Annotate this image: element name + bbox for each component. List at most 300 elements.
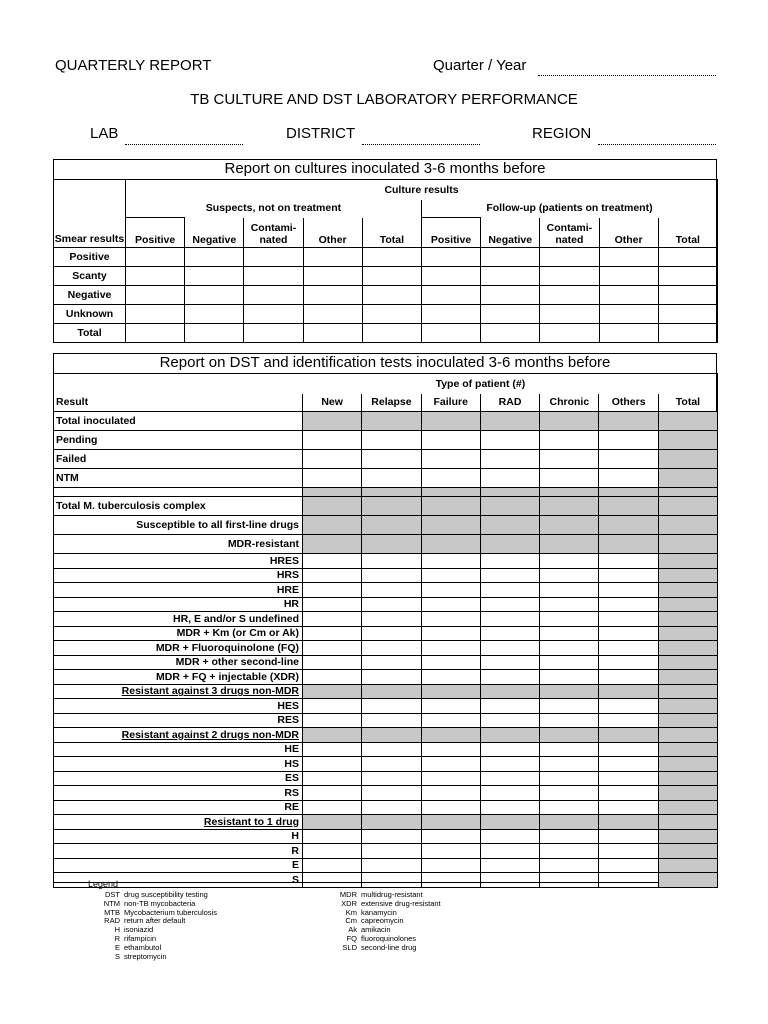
dst-cell[interactable] xyxy=(303,742,362,757)
culture-cell[interactable] xyxy=(599,286,658,305)
culture-row-label: Scanty xyxy=(54,267,126,286)
dst-cell[interactable] xyxy=(599,800,658,815)
dst-cell xyxy=(599,488,658,497)
dst-cell[interactable] xyxy=(540,450,599,469)
legend-value: extensive drug-resistant xyxy=(361,898,441,908)
culture-cell[interactable] xyxy=(303,324,362,343)
dst-cell[interactable] xyxy=(421,554,480,569)
dst-cell[interactable] xyxy=(480,641,539,656)
dst-cell xyxy=(658,786,717,801)
dst-cell[interactable] xyxy=(421,612,480,627)
dst-cell[interactable] xyxy=(362,568,421,583)
dst-cell xyxy=(540,684,599,699)
dst-cell[interactable] xyxy=(480,699,539,714)
legend-value: rifampicin xyxy=(124,933,157,943)
culture-cell[interactable] xyxy=(244,286,303,305)
legend-key: FQ xyxy=(346,933,357,943)
culture-cell[interactable] xyxy=(185,267,244,286)
dst-cell xyxy=(303,815,362,830)
legend-key: SLD xyxy=(342,942,357,952)
dst-cell[interactable] xyxy=(599,626,658,641)
culture-cell[interactable] xyxy=(658,267,717,286)
dst-cell[interactable] xyxy=(540,597,599,612)
legend-entry xyxy=(88,953,217,962)
dst-cell[interactable] xyxy=(599,568,658,583)
culture-cell[interactable] xyxy=(303,248,362,267)
dst-cell[interactable] xyxy=(421,655,480,670)
culture-cell[interactable] xyxy=(244,324,303,343)
dst-cell xyxy=(421,815,480,830)
legend-key: RAD xyxy=(104,916,120,926)
dst-cell xyxy=(362,535,421,554)
dst-cell[interactable] xyxy=(421,431,480,450)
dst-cell xyxy=(599,412,658,431)
dst-row-label: S xyxy=(54,873,303,888)
dst-cell[interactable] xyxy=(421,858,480,873)
culture-cell[interactable] xyxy=(481,286,540,305)
culture-col-header: Negative xyxy=(481,218,540,248)
culture-cell[interactable] xyxy=(244,305,303,324)
dst-cell[interactable] xyxy=(362,554,421,569)
dst-cell[interactable] xyxy=(540,655,599,670)
legend-key: Ak xyxy=(348,925,357,935)
legend-value: second-line drug xyxy=(361,942,417,952)
dst-cell[interactable] xyxy=(303,626,362,641)
dst-cell[interactable] xyxy=(421,786,480,801)
dst-cell[interactable] xyxy=(421,583,480,598)
dst-cell[interactable] xyxy=(362,844,421,859)
dst-cell xyxy=(480,728,539,743)
dst-cell xyxy=(658,742,717,757)
legend-key: MTB xyxy=(104,907,120,917)
dst-cell[interactable] xyxy=(599,431,658,450)
culture-cell[interactable] xyxy=(481,248,540,267)
dst-cell[interactable] xyxy=(540,829,599,844)
dst-cell[interactable] xyxy=(480,800,539,815)
suspects-header: Suspects, not on treatment xyxy=(126,200,422,218)
dst-cell[interactable] xyxy=(599,873,658,888)
dst-cell xyxy=(658,670,717,685)
dst-cell[interactable] xyxy=(540,786,599,801)
dst-row-label: Pending xyxy=(54,431,303,450)
dst-cell[interactable] xyxy=(480,568,539,583)
culture-cell[interactable] xyxy=(362,267,421,286)
dst-cell[interactable] xyxy=(480,771,539,786)
legend-key: S xyxy=(114,951,120,961)
dst-cell[interactable] xyxy=(599,844,658,859)
dst-row-label: Resistant to 1 drug xyxy=(54,815,303,830)
dst-cell xyxy=(599,535,658,554)
dst-cell[interactable] xyxy=(540,771,599,786)
dst-row-label: Total inoculated xyxy=(54,412,303,431)
type-of-patient-header: Type of patient (#) xyxy=(303,374,659,394)
dst-cell[interactable] xyxy=(421,626,480,641)
dst-cell[interactable] xyxy=(599,597,658,612)
dst-cell[interactable] xyxy=(540,612,599,627)
dst-cell[interactable] xyxy=(421,873,480,888)
dst-cell xyxy=(480,684,539,699)
dst-cell xyxy=(658,844,717,859)
dst-cell[interactable] xyxy=(599,786,658,801)
culture-cell[interactable] xyxy=(599,305,658,324)
dst-cell[interactable] xyxy=(362,742,421,757)
culture-cell[interactable] xyxy=(540,248,599,267)
dst-cell[interactable] xyxy=(421,757,480,772)
dst-cell[interactable] xyxy=(421,844,480,859)
dst-row-label: Resistant against 3 drugs non-MDR xyxy=(54,684,303,699)
dst-cell[interactable] xyxy=(362,655,421,670)
culture-cell[interactable] xyxy=(421,324,480,343)
culture-cell[interactable] xyxy=(540,324,599,343)
dst-cell[interactable] xyxy=(303,873,362,888)
culture-row-label: Positive xyxy=(54,248,126,267)
dst-cell[interactable] xyxy=(362,431,421,450)
dst-cell[interactable] xyxy=(599,858,658,873)
dst-row-label: MDR + FQ + injectable (XDR) xyxy=(54,670,303,685)
dst-cell xyxy=(658,713,717,728)
dst-cell[interactable] xyxy=(540,800,599,815)
legend-title: Legend xyxy=(88,879,119,889)
dst-cell[interactable] xyxy=(540,757,599,772)
cultures-table xyxy=(53,179,718,343)
dst-cell xyxy=(362,497,421,516)
dst-cell xyxy=(480,516,539,535)
legend-value: capreomycin xyxy=(361,916,404,926)
dst-cell xyxy=(303,535,362,554)
dst-cell[interactable] xyxy=(480,713,539,728)
legend-value: fluoroquinolones xyxy=(361,933,417,943)
dst-cell[interactable] xyxy=(480,757,539,772)
dst-row-label: HR, E and/or S undefined xyxy=(54,612,303,627)
dst-cell[interactable] xyxy=(540,583,599,598)
dst-cell[interactable] xyxy=(421,670,480,685)
dst-cell xyxy=(658,757,717,772)
dst-cell[interactable] xyxy=(480,626,539,641)
dst-cell[interactable] xyxy=(303,583,362,598)
dst-cell[interactable] xyxy=(540,469,599,488)
dst-cell[interactable] xyxy=(599,771,658,786)
dst-cell[interactable] xyxy=(540,554,599,569)
dst-cell[interactable] xyxy=(480,742,539,757)
dst-row-label: HS xyxy=(54,757,303,772)
dst-row-label: Failed xyxy=(54,450,303,469)
region-label: REGION xyxy=(532,125,592,142)
legend-right xyxy=(325,891,441,953)
dst-cell[interactable] xyxy=(599,469,658,488)
dst-cell[interactable] xyxy=(540,873,599,888)
culture-cell[interactable] xyxy=(481,324,540,343)
culture-cell[interactable] xyxy=(244,267,303,286)
culture-cell[interactable] xyxy=(126,267,185,286)
dst-cell[interactable] xyxy=(480,597,539,612)
dst-cell[interactable] xyxy=(421,713,480,728)
dst-row-label: H xyxy=(54,829,303,844)
legend-value: Mycobacterium tuberculosis xyxy=(124,907,217,917)
dst-cell xyxy=(658,535,717,554)
dst-row-label: HES xyxy=(54,699,303,714)
dst-cell[interactable] xyxy=(540,858,599,873)
dst-cell[interactable] xyxy=(303,713,362,728)
dst-cell[interactable] xyxy=(303,844,362,859)
legend-key: E xyxy=(114,942,120,952)
dst-cell xyxy=(540,815,599,830)
dst-cell[interactable] xyxy=(540,568,599,583)
dst-cell xyxy=(658,497,717,516)
dst-cell[interactable] xyxy=(362,858,421,873)
dst-cell[interactable] xyxy=(480,873,539,888)
dst-col-header: New xyxy=(303,394,362,412)
culture-cell[interactable] xyxy=(185,286,244,305)
legend-key: Km xyxy=(345,907,357,917)
dst-cell[interactable] xyxy=(540,713,599,728)
dst-row-label: MDR + Km (or Cm or Ak) xyxy=(54,626,303,641)
legend-key: DST xyxy=(105,890,120,899)
legend-value: amikacin xyxy=(361,925,391,935)
dst-cell[interactable] xyxy=(303,670,362,685)
dst-cell[interactable] xyxy=(540,626,599,641)
dst-cell xyxy=(599,497,658,516)
dst-cell[interactable] xyxy=(362,800,421,815)
culture-row-label: Negative xyxy=(54,286,126,305)
dst-cell[interactable] xyxy=(421,829,480,844)
dst-cell xyxy=(362,516,421,535)
legend-value: ethambutol xyxy=(124,942,162,952)
dst-cell[interactable] xyxy=(362,713,421,728)
dst-cell[interactable] xyxy=(362,873,421,888)
dst-cell[interactable] xyxy=(421,597,480,612)
culture-cell[interactable] xyxy=(126,286,185,305)
dst-cell[interactable] xyxy=(540,844,599,859)
culture-col-header: Other xyxy=(303,218,362,248)
dst-col-header: Total xyxy=(658,394,717,412)
dst-cell[interactable] xyxy=(362,699,421,714)
dst-cell[interactable] xyxy=(480,829,539,844)
dst-cell[interactable] xyxy=(303,858,362,873)
dst-cell[interactable] xyxy=(362,583,421,598)
dst-cell xyxy=(540,516,599,535)
dst-cell[interactable] xyxy=(362,670,421,685)
dst-cell[interactable] xyxy=(599,583,658,598)
dst-cell[interactable] xyxy=(421,800,480,815)
dst-cell[interactable] xyxy=(362,469,421,488)
culture-cell[interactable] xyxy=(126,324,185,343)
dst-cell[interactable] xyxy=(362,450,421,469)
culture-cell[interactable] xyxy=(244,248,303,267)
region-field[interactable] xyxy=(598,144,716,145)
dst-cell[interactable] xyxy=(599,757,658,772)
dst-cell[interactable] xyxy=(421,469,480,488)
legend-key: NTM xyxy=(103,898,120,908)
dst-cell[interactable] xyxy=(421,568,480,583)
dst-cell[interactable] xyxy=(303,771,362,786)
culture-cell[interactable] xyxy=(126,248,185,267)
dst-cell[interactable] xyxy=(480,554,539,569)
dst-cell xyxy=(421,535,480,554)
culture-cell[interactable] xyxy=(126,305,185,324)
culture-cell[interactable] xyxy=(658,324,717,343)
dst-cell[interactable] xyxy=(303,597,362,612)
dst-cell[interactable] xyxy=(599,670,658,685)
dst-cell[interactable] xyxy=(362,757,421,772)
legend-value: return after default xyxy=(124,916,186,926)
dst-cell[interactable] xyxy=(599,612,658,627)
dst-cell[interactable] xyxy=(540,641,599,656)
dst-cell[interactable] xyxy=(599,699,658,714)
dst-cell xyxy=(303,488,362,497)
dst-cell[interactable] xyxy=(599,713,658,728)
dst-cell[interactable] xyxy=(480,450,539,469)
dst-cell[interactable] xyxy=(540,742,599,757)
culture-cell[interactable] xyxy=(658,305,717,324)
dst-row-label: MDR + Fluoroquinolone (FQ) xyxy=(54,641,303,656)
culture-col-header: Total xyxy=(658,218,717,248)
dst-cell xyxy=(658,488,717,497)
dst-cell[interactable] xyxy=(303,699,362,714)
dst-cell[interactable] xyxy=(362,786,421,801)
dst-cell[interactable] xyxy=(362,641,421,656)
dst-cell[interactable] xyxy=(480,670,539,685)
culture-cell[interactable] xyxy=(599,267,658,286)
dst-cell xyxy=(480,488,539,497)
dst-cell xyxy=(658,699,717,714)
culture-cell[interactable] xyxy=(540,267,599,286)
legend-key: Cm xyxy=(345,916,357,926)
dst-cell[interactable] xyxy=(480,655,539,670)
cultures-title: Report on cultures inoculated 3-6 months before xyxy=(224,160,546,177)
dst-row-label: Susceptible to all first-line drugs xyxy=(54,516,303,535)
dst-cell[interactable] xyxy=(480,583,539,598)
dst-cell xyxy=(303,497,362,516)
dst-cell xyxy=(599,516,658,535)
culture-cell[interactable] xyxy=(540,286,599,305)
dst-cell[interactable] xyxy=(599,655,658,670)
dst-cell[interactable] xyxy=(303,829,362,844)
dst-cell[interactable] xyxy=(421,450,480,469)
dst-cell xyxy=(599,728,658,743)
dst-cell[interactable] xyxy=(480,844,539,859)
dst-row-label: ES xyxy=(54,771,303,786)
dst-row-label: HRE xyxy=(54,583,303,598)
culture-cell[interactable] xyxy=(421,248,480,267)
dst-cell[interactable] xyxy=(480,612,539,627)
dst-cell[interactable] xyxy=(480,858,539,873)
legend-entry xyxy=(325,944,441,953)
culture-cell[interactable] xyxy=(481,267,540,286)
dst-cell[interactable] xyxy=(303,757,362,772)
dst-cell[interactable] xyxy=(421,641,480,656)
culture-cell[interactable] xyxy=(303,267,362,286)
dst-cell[interactable] xyxy=(303,786,362,801)
dst-cell xyxy=(658,655,717,670)
dst-cell xyxy=(658,554,717,569)
dst-cell xyxy=(658,412,717,431)
culture-cell[interactable] xyxy=(421,267,480,286)
dst-cell xyxy=(540,488,599,497)
dst-cell[interactable] xyxy=(421,771,480,786)
culture-col-header: Positive xyxy=(421,218,480,248)
dst-cell[interactable] xyxy=(362,771,421,786)
district-field[interactable] xyxy=(362,144,480,145)
culture-cell[interactable] xyxy=(303,305,362,324)
dst-cell xyxy=(658,469,717,488)
dst-cell[interactable] xyxy=(303,431,362,450)
culture-cell[interactable] xyxy=(185,324,244,343)
dst-cell xyxy=(303,684,362,699)
dst-cell[interactable] xyxy=(303,450,362,469)
dst-cell[interactable] xyxy=(480,431,539,450)
dst-cell[interactable] xyxy=(599,450,658,469)
culture-cell[interactable] xyxy=(362,324,421,343)
quarter-year-field[interactable] xyxy=(538,75,716,76)
dst-cell[interactable] xyxy=(303,641,362,656)
dst-cell[interactable] xyxy=(303,655,362,670)
dst-cell[interactable] xyxy=(362,597,421,612)
dst-cell[interactable] xyxy=(303,469,362,488)
dst-cell xyxy=(599,815,658,830)
dst-row-label: Total M. tuberculosis complex xyxy=(54,497,303,516)
dst-cell xyxy=(540,535,599,554)
culture-cell[interactable] xyxy=(362,305,421,324)
dst-cell[interactable] xyxy=(362,626,421,641)
dst-cell[interactable] xyxy=(362,829,421,844)
legend-value: drug susceptibility testing xyxy=(124,890,208,899)
dst-cell xyxy=(480,412,539,431)
culture-cell[interactable] xyxy=(599,248,658,267)
culture-cell[interactable] xyxy=(481,305,540,324)
culture-cell[interactable] xyxy=(185,305,244,324)
culture-cell[interactable] xyxy=(362,248,421,267)
dst-row-label: HR xyxy=(54,597,303,612)
dst-cell xyxy=(362,412,421,431)
dst-cell xyxy=(540,497,599,516)
culture-cell[interactable] xyxy=(658,286,717,305)
dst-cell[interactable] xyxy=(599,554,658,569)
lab-field[interactable] xyxy=(125,144,243,145)
culture-cell[interactable] xyxy=(421,286,480,305)
dst-cell[interactable] xyxy=(480,469,539,488)
dst-cell[interactable] xyxy=(540,699,599,714)
dst-cell[interactable] xyxy=(421,742,480,757)
dst-cell xyxy=(480,497,539,516)
dst-cell[interactable] xyxy=(540,670,599,685)
dst-cell[interactable] xyxy=(303,800,362,815)
dst-cell xyxy=(421,412,480,431)
dst-cell[interactable] xyxy=(540,431,599,450)
culture-col-header: Contami-nated xyxy=(244,218,303,248)
dst-cell[interactable] xyxy=(421,699,480,714)
dst-cell[interactable] xyxy=(599,829,658,844)
culture-cell[interactable] xyxy=(658,248,717,267)
culture-cell[interactable] xyxy=(540,305,599,324)
dst-row-label: HRS xyxy=(54,568,303,583)
culture-col-header: Negative xyxy=(185,218,244,248)
dst-cell xyxy=(421,488,480,497)
dst-cell[interactable] xyxy=(303,568,362,583)
culture-cell[interactable] xyxy=(421,305,480,324)
culture-cell[interactable] xyxy=(362,286,421,305)
dst-cell[interactable] xyxy=(480,786,539,801)
dst-cell[interactable] xyxy=(303,554,362,569)
culture-cell[interactable] xyxy=(303,286,362,305)
dst-cell[interactable] xyxy=(599,641,658,656)
culture-cell[interactable] xyxy=(599,324,658,343)
legend-value: kanamycin xyxy=(361,907,397,917)
dst-cell[interactable] xyxy=(303,612,362,627)
dst-cell[interactable] xyxy=(362,612,421,627)
dst-cell[interactable] xyxy=(599,742,658,757)
dst-cell xyxy=(362,684,421,699)
culture-cell[interactable] xyxy=(185,248,244,267)
